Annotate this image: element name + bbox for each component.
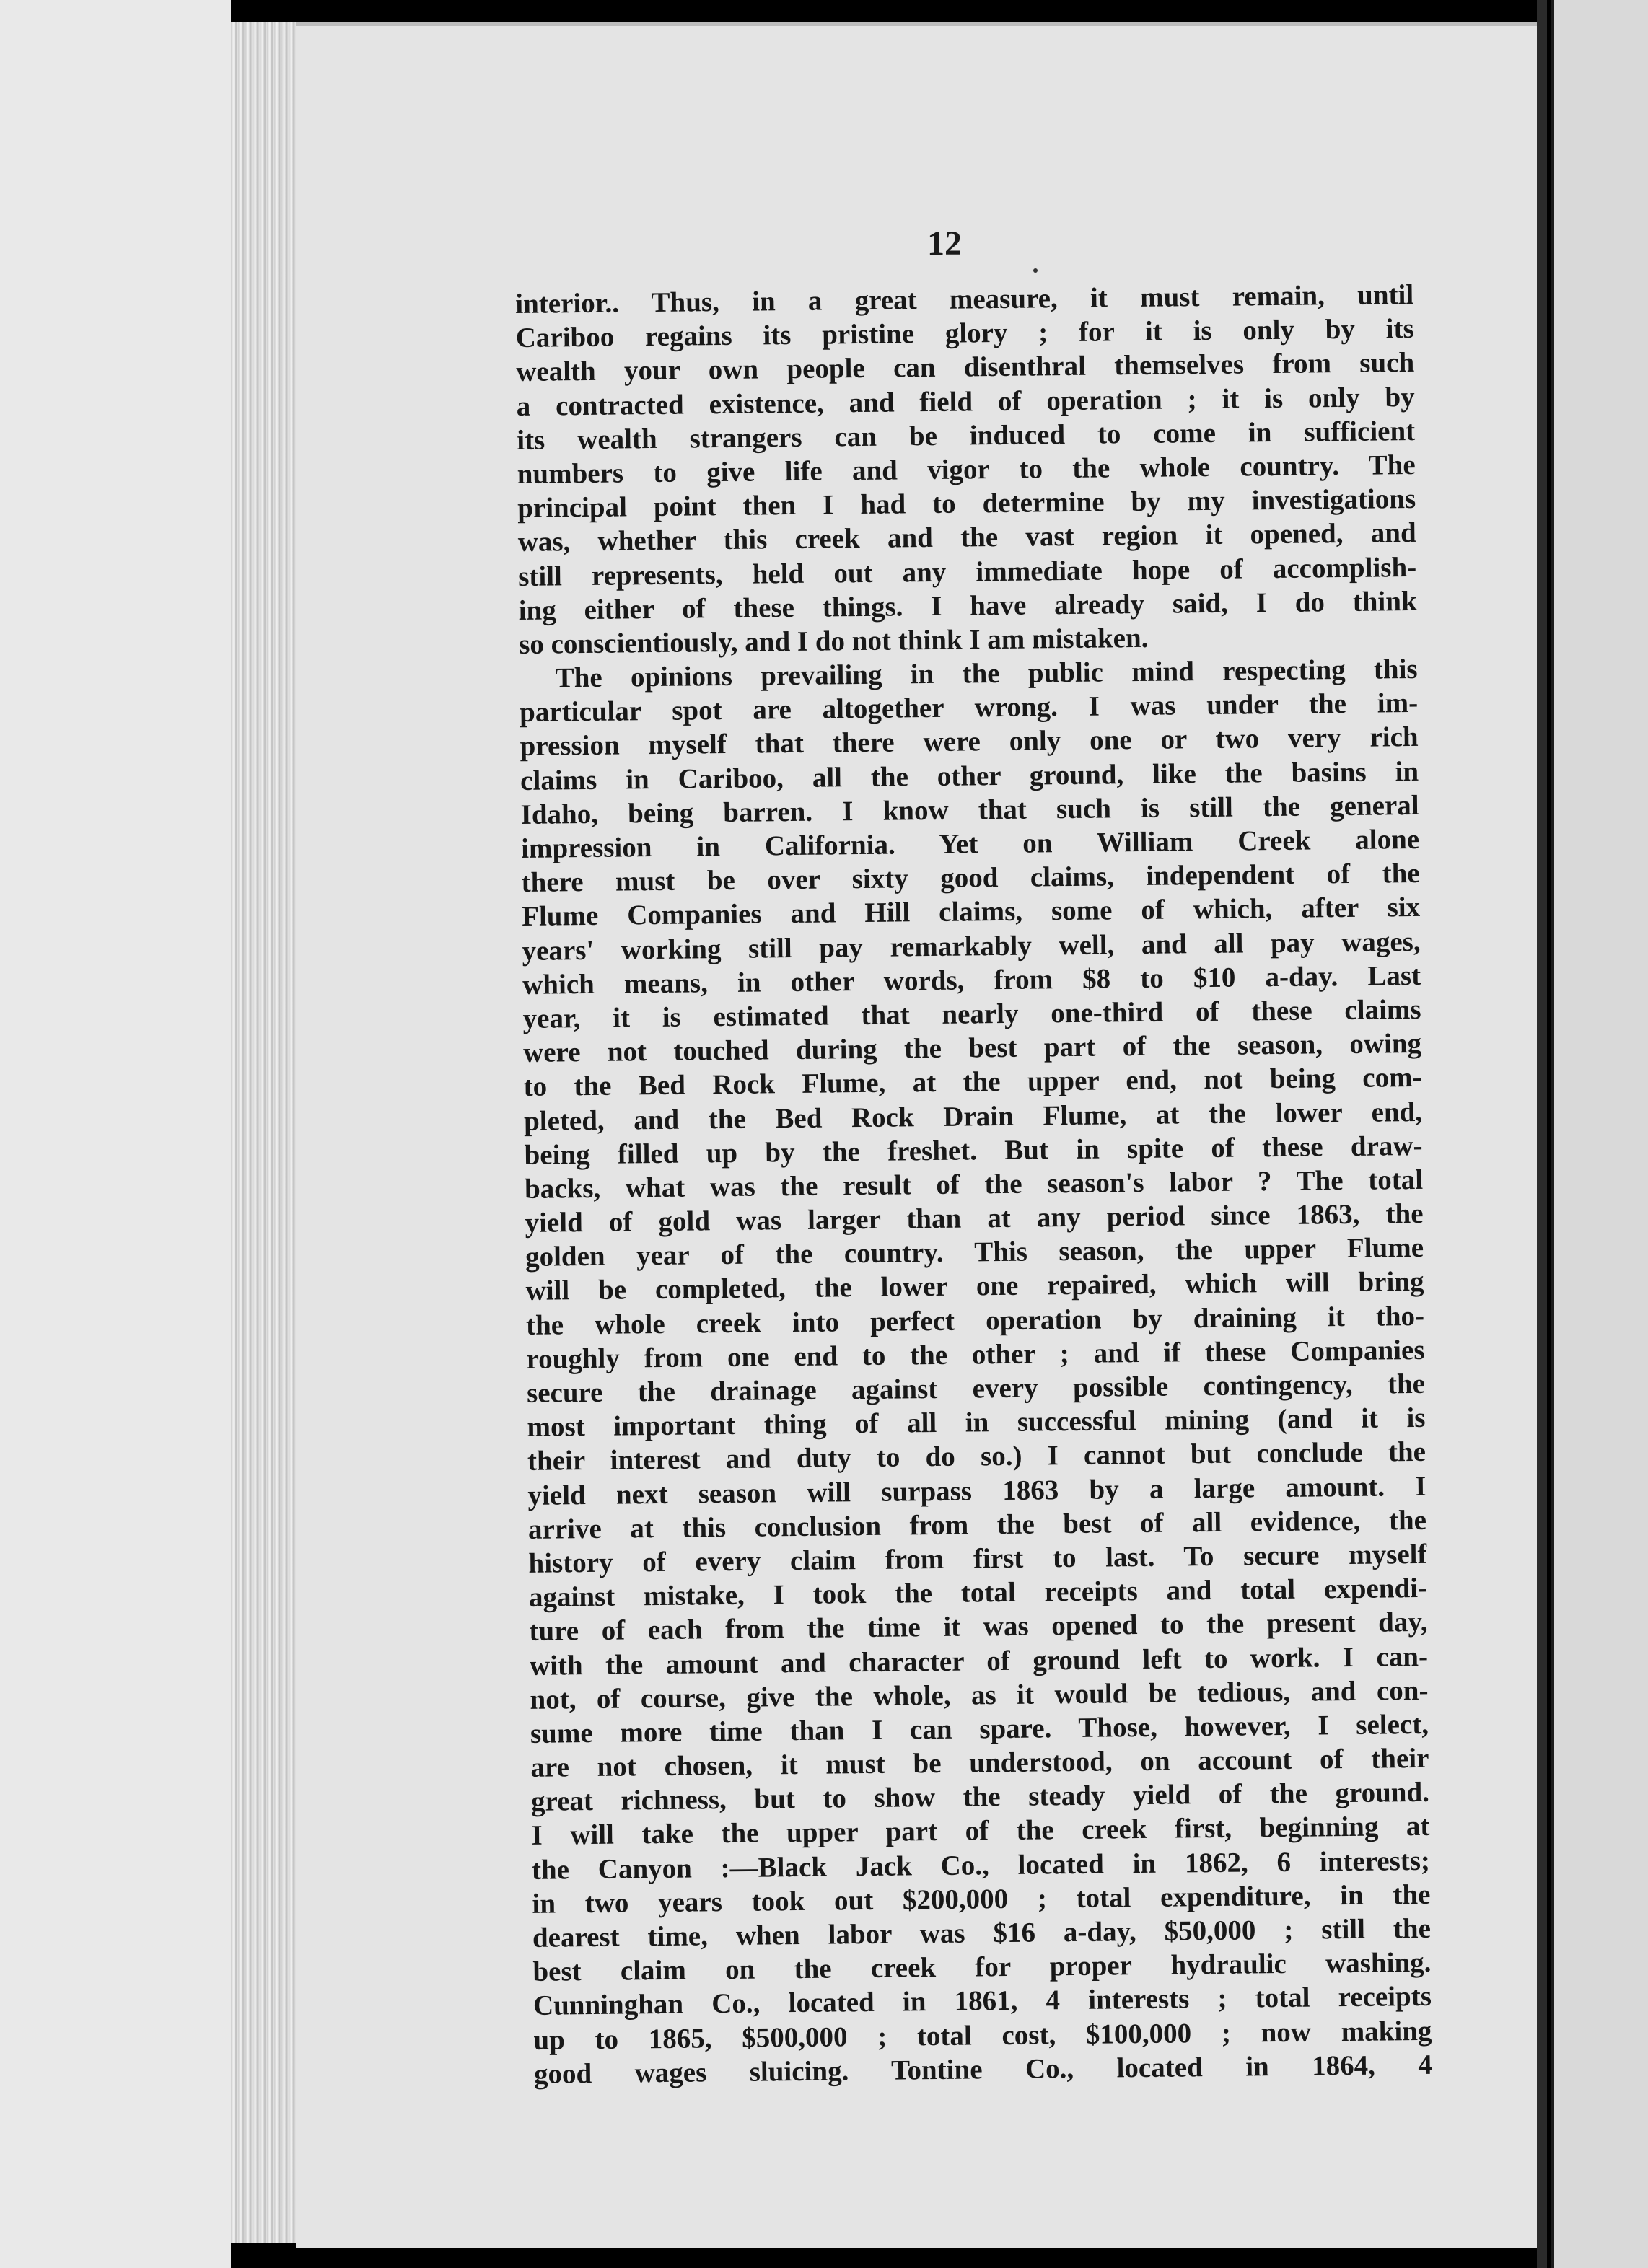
text-line: arrive at this conclusion from the best of all evidence, the (527, 1504, 1427, 1545)
text-line: the whole creek into perfect operation by draining it tho- (525, 1300, 1425, 1341)
text-line: interior.. Thus, in a great measure, it must remain, until (515, 278, 1414, 320)
text-line: I will take the upper part of the creek first, beginning at (531, 1811, 1430, 1852)
text-line: still represents, held out any immediate hope of accomplish- (517, 551, 1417, 592)
text-line: yield of gold was larger than at any period since 1863, the (525, 1197, 1424, 1239)
text-line: Flume Companies and Hill claims, some of which, after six (521, 892, 1421, 933)
text-line: ture of each from the time it was opened to the present day, (529, 1606, 1428, 1648)
page-number: 12 (927, 224, 962, 263)
text-line: good wages sluicing. Tontine Co., located in 1864, 4 (533, 2049, 1433, 2090)
text-line: Cariboo regains its pristine glory ; for it is only by its (515, 313, 1414, 354)
text-line: best claim on the creek for proper hydraulic washing. (532, 1947, 1432, 1988)
text-line: Cunninghan Co., located in 1861, 4 interests ; total receipts (532, 1981, 1432, 2022)
text-line: ing either of these things. I have already said, I do think (518, 585, 1417, 626)
text-line: great richness, but to show the steady yield of the ground. (530, 1777, 1430, 1818)
text-line: principal point then I had to determine by my investigations (517, 483, 1416, 524)
text-line: being filled up by the freshet. But in spite of these draw- (524, 1130, 1423, 1171)
text-line: year, it is estimated that nearly one-third of these claims (522, 993, 1421, 1034)
body-text (515, 278, 1432, 2091)
text-line: will be completed, the lower one repaired, which will bring (525, 1266, 1424, 1307)
text-line: the Canyon :—Black Jack Co., located in 1862, 6 interests; (531, 1845, 1431, 1886)
text-line: their interest and duty to do so.) I cannot but conclude the (527, 1436, 1426, 1477)
text-line: not, of course, give the whole, as it would be tedious, and con- (530, 1674, 1429, 1715)
text-line: pleted, and the Bed Rock Drain Flume, at the lower end, (523, 1096, 1423, 1137)
book-page-edges (231, 22, 296, 2243)
text-line: dearest time, when labor was $16 a-day, $50,000 ; still the (532, 1912, 1432, 1953)
text-line: there must be over sixty good claims, independent of the (521, 858, 1420, 899)
text-line: Idaho, being barren. I know that such is still the general (520, 789, 1419, 830)
text-line: particular spot are altogether wrong. I was under the im- (519, 687, 1419, 729)
text-line: wealth your own people can disenthral themselves from such (516, 347, 1415, 388)
text-line: to the Bed Rock Flume, at the upper end, not being com- (523, 1062, 1422, 1103)
text-line: impression in California. Yet on William Creek alone (520, 823, 1420, 864)
print-speck (1033, 268, 1038, 273)
text-line: so conscientiously, and I do not think I am mistaken. (518, 622, 1149, 660)
text-line: most important thing of all in successful mining (and it is (527, 1402, 1426, 1443)
text-line: were not touched during the best part of the season, owing (522, 1028, 1422, 1069)
text-line: sume more time than I can spare. Those, however, I select, (530, 1708, 1429, 1749)
text-line: its wealth strangers can be induced to come in sufficient (516, 415, 1416, 456)
text-line: yield next season will surpass 1863 by a large amount. I (527, 1470, 1426, 1511)
text-line: up to 1865, $500,000 ; total cost, $100,000 ; now making (533, 2015, 1432, 2056)
text-line: secure the drainage against every possible contingency, the (526, 1368, 1426, 1409)
book-gutter (1537, 0, 1547, 2268)
text-line: against mistake, I took the total receipts and total expendi- (528, 1572, 1428, 1614)
text-line: golden year of the country. This season, the upper Flume (525, 1232, 1424, 1273)
paragraph-start: The opinions prevailing in the public mind respecting this (555, 653, 1418, 694)
scan-left-margin (0, 0, 231, 2268)
facing-page-edge (1551, 0, 1648, 2268)
text-line: with the amount and character of ground left to work. I can- (529, 1640, 1429, 1682)
text-line: are not chosen, it must be understood, on account of their (530, 1742, 1429, 1783)
text-line: was, whether this creek and the vast region it opened, and (517, 517, 1416, 558)
text-line: in two years took out $200,000 ; total expenditure, in the (532, 1878, 1431, 1920)
text-line: years' working still pay remarkably well, and all pay wages, (522, 926, 1421, 967)
text-line: backs, what was the result of the season's labor ? The total (524, 1164, 1424, 1205)
text-line: numbers to give life and vigor to the whole country. The (517, 449, 1416, 490)
text-line: pression myself that there were only one or two very rich (520, 721, 1419, 762)
text-line: roughly from one end to the other ; and if these Companies (526, 1334, 1425, 1375)
text-line: history of every claim from first to last. To secure myself (528, 1538, 1427, 1579)
text-line: which means, in other words, from $8 to $10 a-day. Last (522, 959, 1421, 1001)
text-line: claims in Cariboo, all the other ground, like the basins in (520, 755, 1419, 796)
text-line: a contracted existence, and field of operation ; it is only by (516, 381, 1415, 422)
